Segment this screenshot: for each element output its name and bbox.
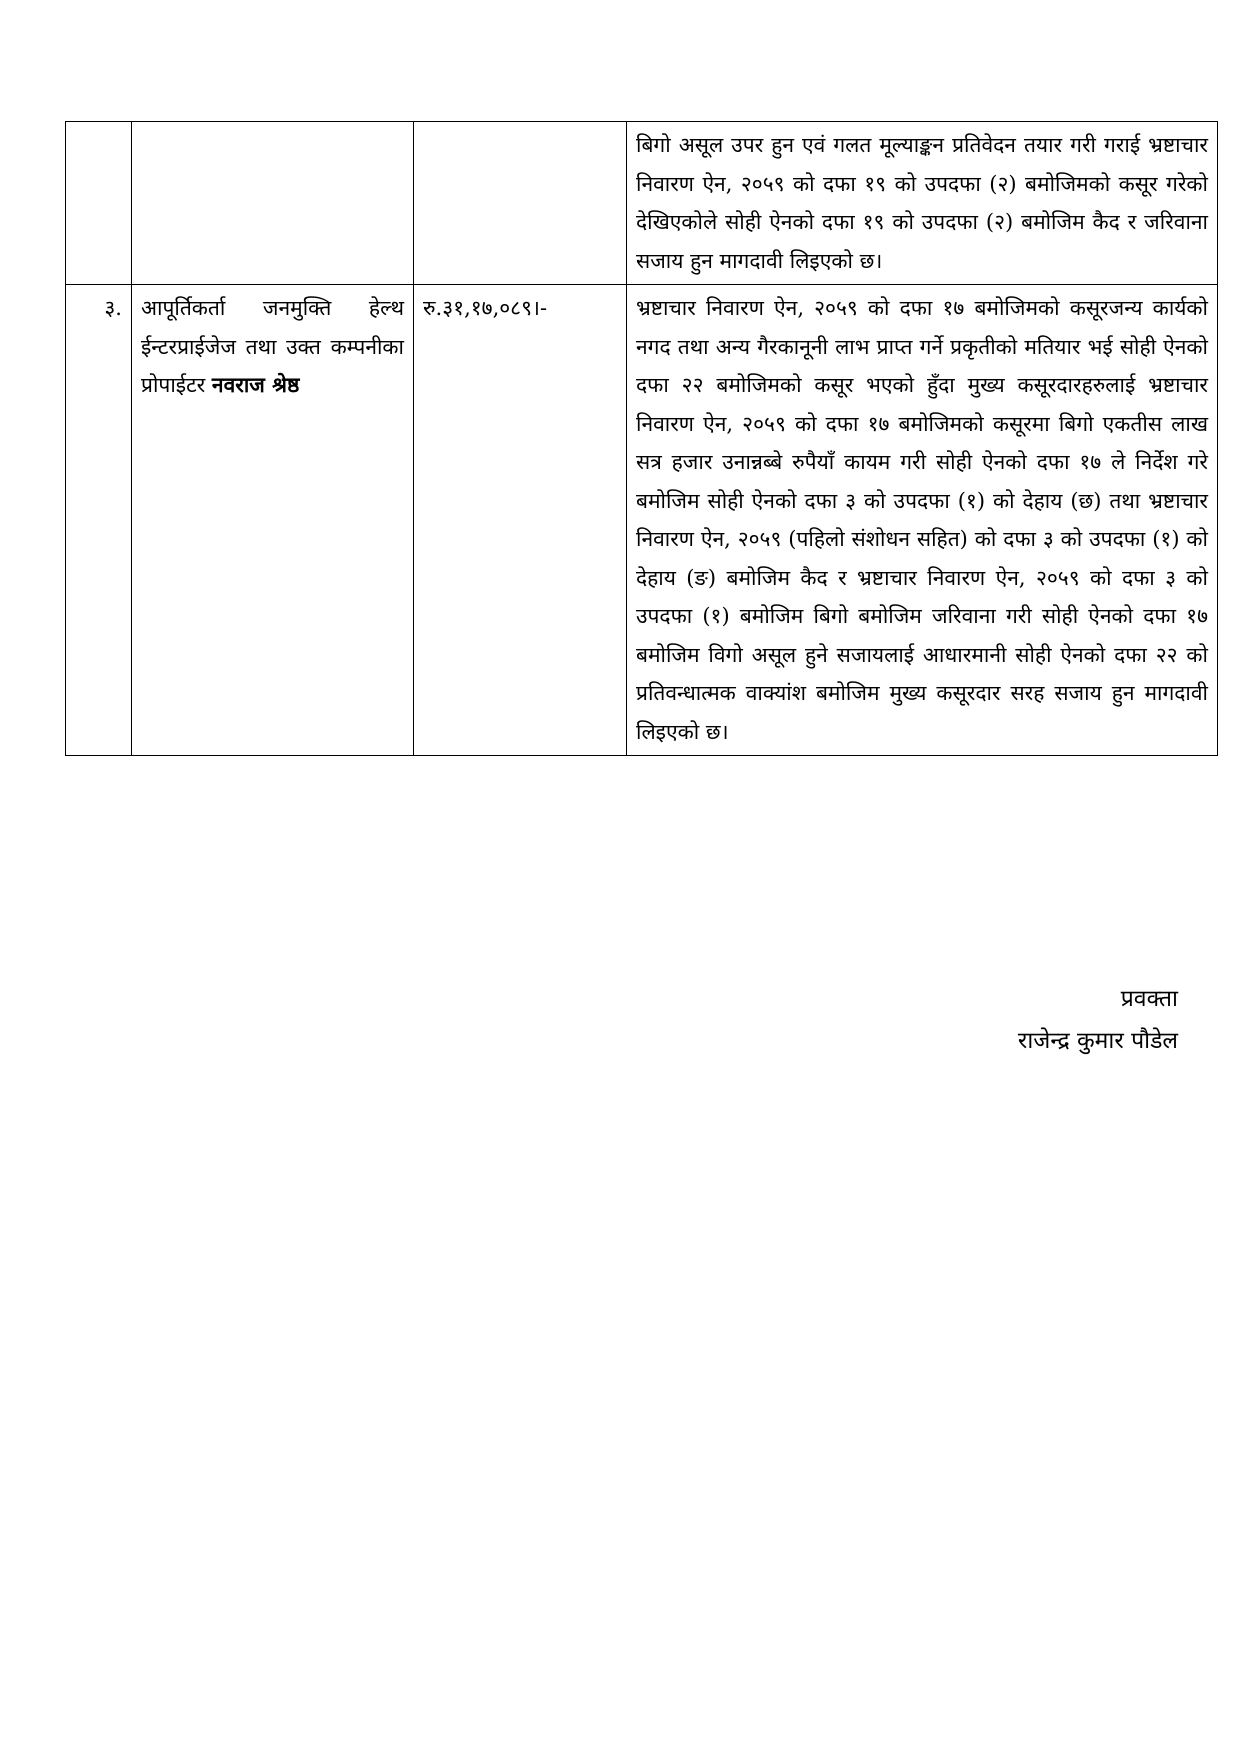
signature-block [1018, 978, 1178, 1062]
table-row [66, 122, 1218, 285]
claim-cell: बिगो असूल उपर हुन एवं गलत मूल्याङ्कन प्रतिवेदन तयार गरी गराई भ्रष्टाचार निवारण ऐन, २०५९ को दफा १९ को उपदफा (२) बमोजिमको कसूर गरेको देखिएकोले सोही ऐनको दफा १९ को उपदफा (२) बमोजिम कैद र जरिवाना सजाय हुन मागदावी लिइएको छ। [627, 122, 1218, 285]
case-table [65, 121, 1218, 756]
serial-number-cell [66, 122, 132, 285]
amount-cell [414, 122, 627, 285]
signatory-title: प्रवक्ता [1120, 986, 1178, 1012]
table-row [66, 285, 1218, 756]
accused-name: नवराज श्रेष्ठ [211, 372, 300, 397]
claim-cell: भ्रष्टाचार निवारण ऐन, २०५९ को दफा १७ बमोजिमको कसूरजन्य कार्यको नगद तथा अन्य गैरकानूनी लाभ प्राप्त गर्ने प्रकृतीको मतियार भई सोही ऐनको दफा २२ बमोजिमको कसूर भएको हुँदा मुख्य कसूरदारहरुलाई भ्रष्टाचार निवारण ऐन, २०५९ को दफा १७ बमोजिमको कसूरमा बिगो एकतीस लाख सत्र हजार उनान्नब्बे रुपैयाँ कायम गरी सोही ऐनको दफा १७ ले निर्देश गरे बमोजिम सोही ऐनको दफा ३ को उपदफा (१) को देहाय (छ) तथा भ्रष्टाचार निवारण ऐन, २०५९ (पहिलो संशोधन सहित) को दफा ३ को उपदफा (१) को देहाय (ङ) बमोजिम कैद र भ्रष्टाचार निवारण ऐन, २०५९ को दफा ३ को उपदफा (१) बमोजिम बिगो बमोजिम जरिवाना गरी सोही ऐनको दफा १७ बमोजिम विगो असूल हुने सजायलाई आधारमानी सोही ऐनको दफा २२ को प्रतिवन्धात्मक वाक्यांश बमोजिम मुख्य कसूरदार सरह सजाय हुन मागदावी लिइएको छ। [627, 285, 1218, 756]
amount-cell: रु.३१,१७,०८९।- [414, 285, 627, 756]
accused-cell [132, 285, 414, 756]
serial-number-cell: ३. [66, 285, 132, 756]
signatory-name: राजेन्द्र कुमार पौडेल [1017, 1028, 1178, 1054]
accused-description: आपूर्तिकर्ता जनमुक्ति हेल्थ ईन्टरप्राईजेज तथा उक्त कम्पनीका प्रोपाईटर [141, 296, 404, 397]
accused-cell [132, 122, 414, 285]
